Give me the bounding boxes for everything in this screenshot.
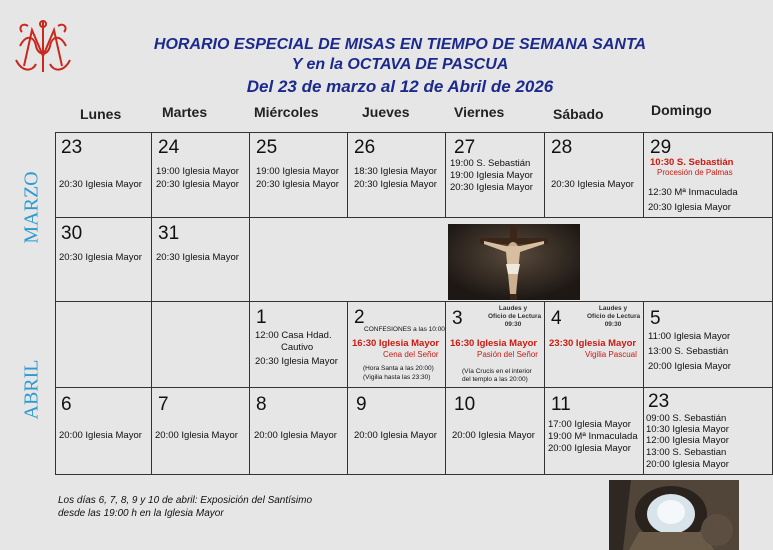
- mass-time: 19:00 Mª Inmaculada: [548, 431, 638, 442]
- day-cell-27: [446, 132, 545, 218]
- day-cell-3: [446, 302, 545, 388]
- mass-time: 18:30 Iglesia Mayor: [354, 166, 437, 177]
- mass-time: 20:00 Iglesia Mayor: [548, 443, 631, 454]
- mass-time-highlight: 23:30 Iglesia Mayor: [549, 338, 637, 349]
- day-cell-6: [55, 388, 152, 475]
- parish-logo: [12, 16, 74, 78]
- day-number: 9: [356, 394, 367, 415]
- mass-time: 20:30 Iglesia Mayor: [59, 252, 142, 263]
- mass-time: 19:00 Iglesia Mayor: [450, 170, 533, 181]
- mass-time: 20:30 Iglesia Mayor: [450, 182, 533, 193]
- day-cell-28: [545, 132, 644, 218]
- mass-note: Procesión de Palmas: [657, 168, 733, 177]
- day-jueves: Jueves: [362, 104, 410, 120]
- mass-time: 20:30 Iglesia Mayor: [256, 179, 339, 190]
- crucifix-image: [448, 224, 580, 300]
- day-number: 6: [61, 394, 72, 415]
- via-crucis-note: (Vía Crucis en el interior: [462, 368, 532, 375]
- mass-time: 20:30 Iglesia Mayor: [255, 356, 338, 367]
- mass-time: 20:00 Iglesia Mayor: [452, 430, 535, 441]
- day-cell-10: [446, 388, 545, 475]
- day-number: 7: [158, 394, 169, 415]
- day-cell-9: [348, 388, 446, 475]
- mass-time-highlight: 16:30 Iglesia Mayor: [450, 338, 538, 349]
- footer-line-2: desde las 19:00 h en la Iglesia Mayor: [58, 508, 224, 519]
- mass-time: 13:00 S. Sebastian: [646, 447, 727, 458]
- mass-time: 13:00 S. Sebastián: [648, 346, 729, 357]
- day-number: 10: [454, 394, 476, 415]
- empty-tomb-image: [609, 480, 739, 550]
- mass-note: Cautivo: [281, 342, 314, 353]
- mass-time: 19:00 S. Sebastián: [450, 158, 531, 169]
- day-cell-31: [152, 218, 250, 302]
- title-line-1: HORARIO ESPECIAL DE MISAS EN TIEMPO DE SEMANA SANTA: [153, 36, 647, 53]
- day-cell-24: [152, 132, 250, 218]
- day-number: 23: [61, 137, 83, 158]
- confession-note: CONFESIONES a las 10:00: [364, 326, 445, 333]
- day-cell-1: [250, 302, 348, 388]
- mass-time: 20:00 Iglesia Mayor: [155, 430, 238, 441]
- mass-time: 20:00 Iglesia Mayor: [254, 430, 337, 441]
- day-number: 24: [158, 137, 180, 158]
- day-cell-26: [348, 132, 446, 218]
- day-cell-11: [545, 388, 644, 475]
- day-number: 11: [551, 394, 571, 415]
- laudes-note: [587, 305, 639, 329]
- mass-time: 12:00 Iglesia Mayor: [646, 435, 729, 446]
- mass-time-highlight: 10:30 S. Sebastián: [650, 157, 734, 168]
- mass-time: 20:00 Iglesia Mayor: [59, 430, 142, 441]
- day-cell-4: [545, 302, 644, 388]
- mass-note: Pasión del Señor: [477, 350, 538, 359]
- mass-time: 11:00 Iglesia Mayor: [648, 331, 731, 342]
- mass-note: Vigilia Pascual: [585, 350, 637, 359]
- mass-time: 20:30 Iglesia Mayor: [59, 179, 142, 190]
- day-cell-5: [644, 302, 773, 388]
- day-cell-8: [250, 388, 348, 475]
- day-cell-2: [348, 302, 446, 388]
- vigil-note: (Vigilia hasta las 23:30): [363, 374, 431, 381]
- mass-time: 12:30 Mª Inmaculada: [648, 187, 738, 198]
- month-label-april: ABRIL: [20, 359, 43, 420]
- day-cell-25: [250, 132, 348, 218]
- day-number: 27: [454, 137, 476, 158]
- day-number: 4: [551, 308, 562, 329]
- day-number: 3: [452, 308, 463, 329]
- mass-note: Cena del Señor: [383, 350, 439, 359]
- day-number: 29: [650, 137, 672, 158]
- mass-time: 12:00 Casa Hdad.: [255, 330, 332, 341]
- day-number: 23: [648, 391, 670, 412]
- laudes-line: Oficio de Lectura: [488, 313, 542, 320]
- mass-time: 09:00 S. Sebastián: [646, 413, 727, 424]
- day-number: 30: [61, 223, 83, 244]
- mass-time: 19:00 Iglesia Mayor: [256, 166, 339, 177]
- day-number: 26: [354, 137, 376, 158]
- day-viernes: Viernes: [454, 104, 505, 120]
- mass-time: 20:30 Iglesia Mayor: [156, 179, 239, 190]
- day-cell-30: [55, 218, 152, 302]
- day-number: 28: [551, 137, 573, 158]
- mass-time: 20:00 Iglesia Mayor: [648, 361, 731, 372]
- mass-time: 20:30 Iglesia Mayor: [156, 252, 239, 263]
- laudes-line: 09:30: [504, 321, 522, 328]
- mass-time: 19:00 Iglesia Mayor: [156, 166, 239, 177]
- month-label-march: MARZO: [20, 171, 43, 244]
- title-line-3: Del 23 de marzo al 12 de Abril de 2026: [246, 77, 554, 96]
- vigil-note: (Hora Santa a las 20:00): [363, 365, 434, 372]
- via-crucis-note: del templo a las 20:00): [462, 376, 528, 383]
- laudes-line: 09:30: [604, 321, 622, 328]
- mass-time-highlight: 16:30 Iglesia Mayor: [352, 338, 440, 349]
- day-number: 1: [256, 307, 267, 328]
- mass-time: 17:00 Iglesia Mayor: [548, 419, 631, 430]
- day-cell-7: [152, 388, 250, 475]
- day-miercoles: Miércoles: [254, 104, 319, 120]
- empty-cell: [152, 302, 250, 388]
- mass-time: 20:00 Iglesia Mayor: [354, 430, 437, 441]
- footer-note: [58, 494, 312, 520]
- day-lunes: Lunes: [80, 106, 122, 122]
- laudes-line: Oficio de Lectura: [587, 313, 641, 320]
- day-martes: Martes: [162, 104, 208, 120]
- title-line-2: Y en la OCTAVA DE PASCUA: [291, 56, 509, 73]
- mass-time: 10:30 Iglesia Mayor: [646, 424, 729, 435]
- laudes-line: Laudes y: [498, 305, 528, 312]
- laudes-line: Laudes y: [598, 305, 628, 312]
- day-cell-29: [644, 132, 773, 218]
- day-domingo: Domingo: [651, 102, 712, 118]
- laudes-note: [488, 305, 542, 329]
- day-number: 5: [650, 308, 661, 329]
- day-number: 25: [256, 137, 278, 158]
- mass-time: 20:30 Iglesia Mayor: [648, 202, 731, 213]
- day-cell-23: [55, 132, 152, 218]
- day-cell-12: [644, 388, 773, 475]
- day-number: 31: [158, 223, 180, 244]
- mass-time: 20:00 Iglesia Mayor: [646, 459, 729, 470]
- mass-time: 20:30 Iglesia Mayor: [354, 179, 437, 190]
- day-number: 2: [354, 307, 365, 328]
- day-number: 8: [256, 394, 267, 415]
- mass-time: 20:30 Iglesia Mayor: [551, 179, 634, 190]
- empty-cell: [55, 302, 152, 388]
- footer-line-1: Los días 6, 7, 8, 9 y 10 de abril: Exposición del Santísimo: [58, 495, 313, 506]
- day-sabado: Sábado: [553, 106, 604, 122]
